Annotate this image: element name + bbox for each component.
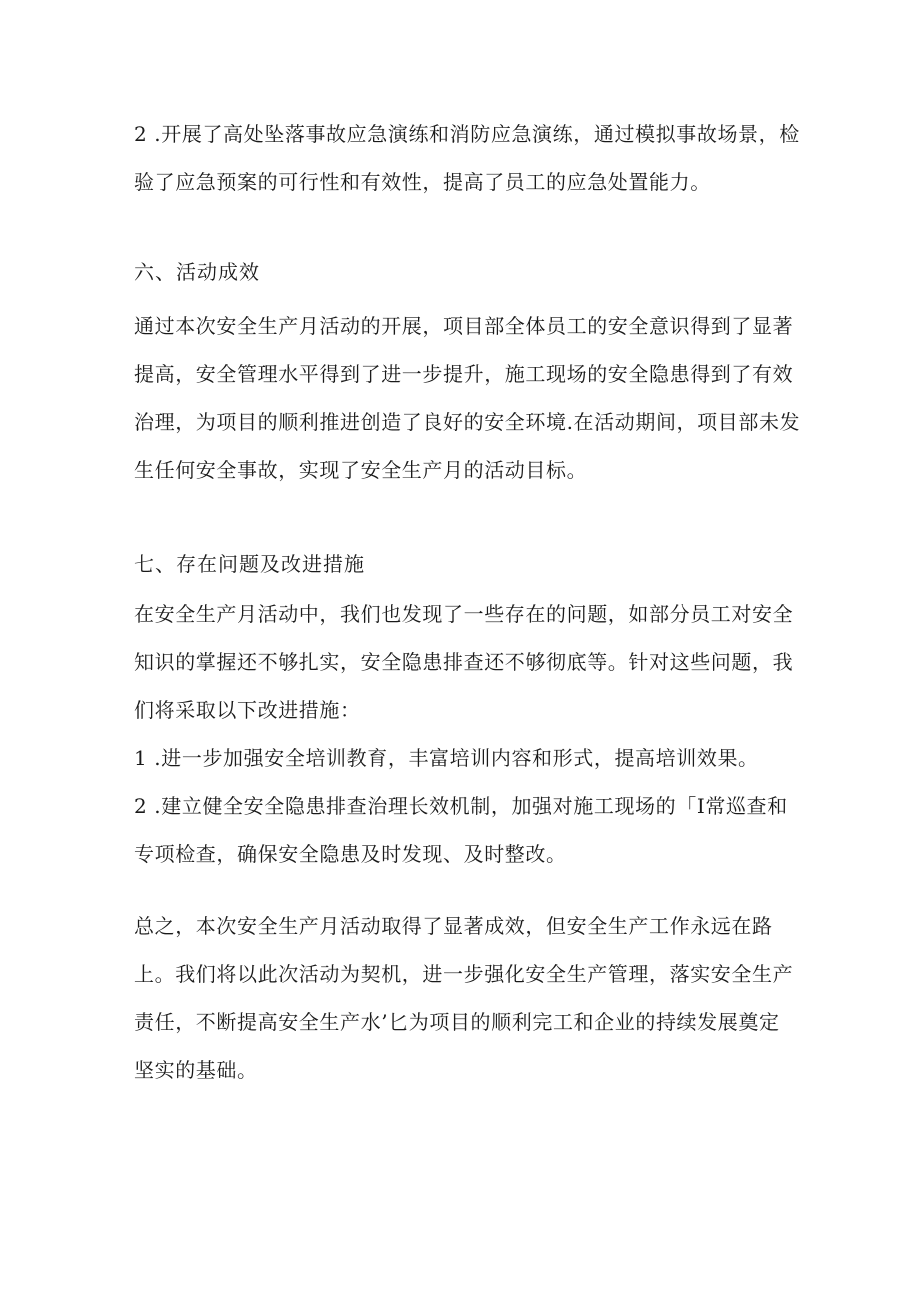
results-paragraph-line-3: 治理，为项目的顺利推进创造了良好的安全环境.在活动期间，项目部未发 <box>134 410 801 434</box>
improvement-item-2-line-2: 专项检查，确保安全隐患及时发现、及时整改。 <box>134 842 567 866</box>
section-heading-issues: 七、存在问题及改进措施 <box>134 552 365 576</box>
issues-paragraph-line-2: 知识的掌握还不够扎实，安全隐患排查还不够彻底等。针对这些问题，我 <box>134 650 794 674</box>
conclusion-paragraph-line-2: 上。我们将以此次活动为契机，进一步强化安全生产管理，落实安全生产 <box>134 962 794 986</box>
conclusion-paragraph-line-4: 坚实的基础。 <box>134 1058 258 1082</box>
issues-paragraph-line-1: 在安全生产月活动中，我们也发现了一些存在的问题，如部分员工对安全 <box>134 602 794 626</box>
conclusion-paragraph-line-3: 责任，不断提高安全生产水’匕为项目的顺利完工和企业的持续发展奠定 <box>134 1010 780 1034</box>
section-heading-results: 六、活动成效 <box>134 260 260 284</box>
results-paragraph-line-4: 生任何安全事故，实现了安全生产月的活动目标。 <box>134 458 588 482</box>
list-item-2-line-2: 验了应急预案的可行性和有效性，提高了员工的应急处置能力。 <box>134 170 711 194</box>
results-paragraph-line-2: 提高，安全管理水平得到了进一步提升，施工现场的安全隐患得到了有效 <box>134 362 794 386</box>
conclusion-paragraph-line-1: 总之，本次安全生产月活动取得了显著成效，但安全生产工作永远在路 <box>134 914 773 938</box>
issues-paragraph-line-3: 们将采取以下改进措施： <box>134 698 361 722</box>
improvement-item-2-line-1: 2 .建立健全安全隐患排查治理长效机制，加强对施工现场的「I常巡查和 <box>134 794 788 818</box>
improvement-item-1: 1 .进一步加强安全培训教育，丰富培训内容和形式，提高培训效果。 <box>134 746 759 770</box>
list-item-2-line-1: 2 .开展了高处坠落事故应急演练和消防应急演练，通过模拟事故场景，检 <box>134 122 800 146</box>
results-paragraph-line-1: 通过本次安全生产月活动的开展，项目部全体员工的安全意识得到了显著 <box>134 314 794 338</box>
